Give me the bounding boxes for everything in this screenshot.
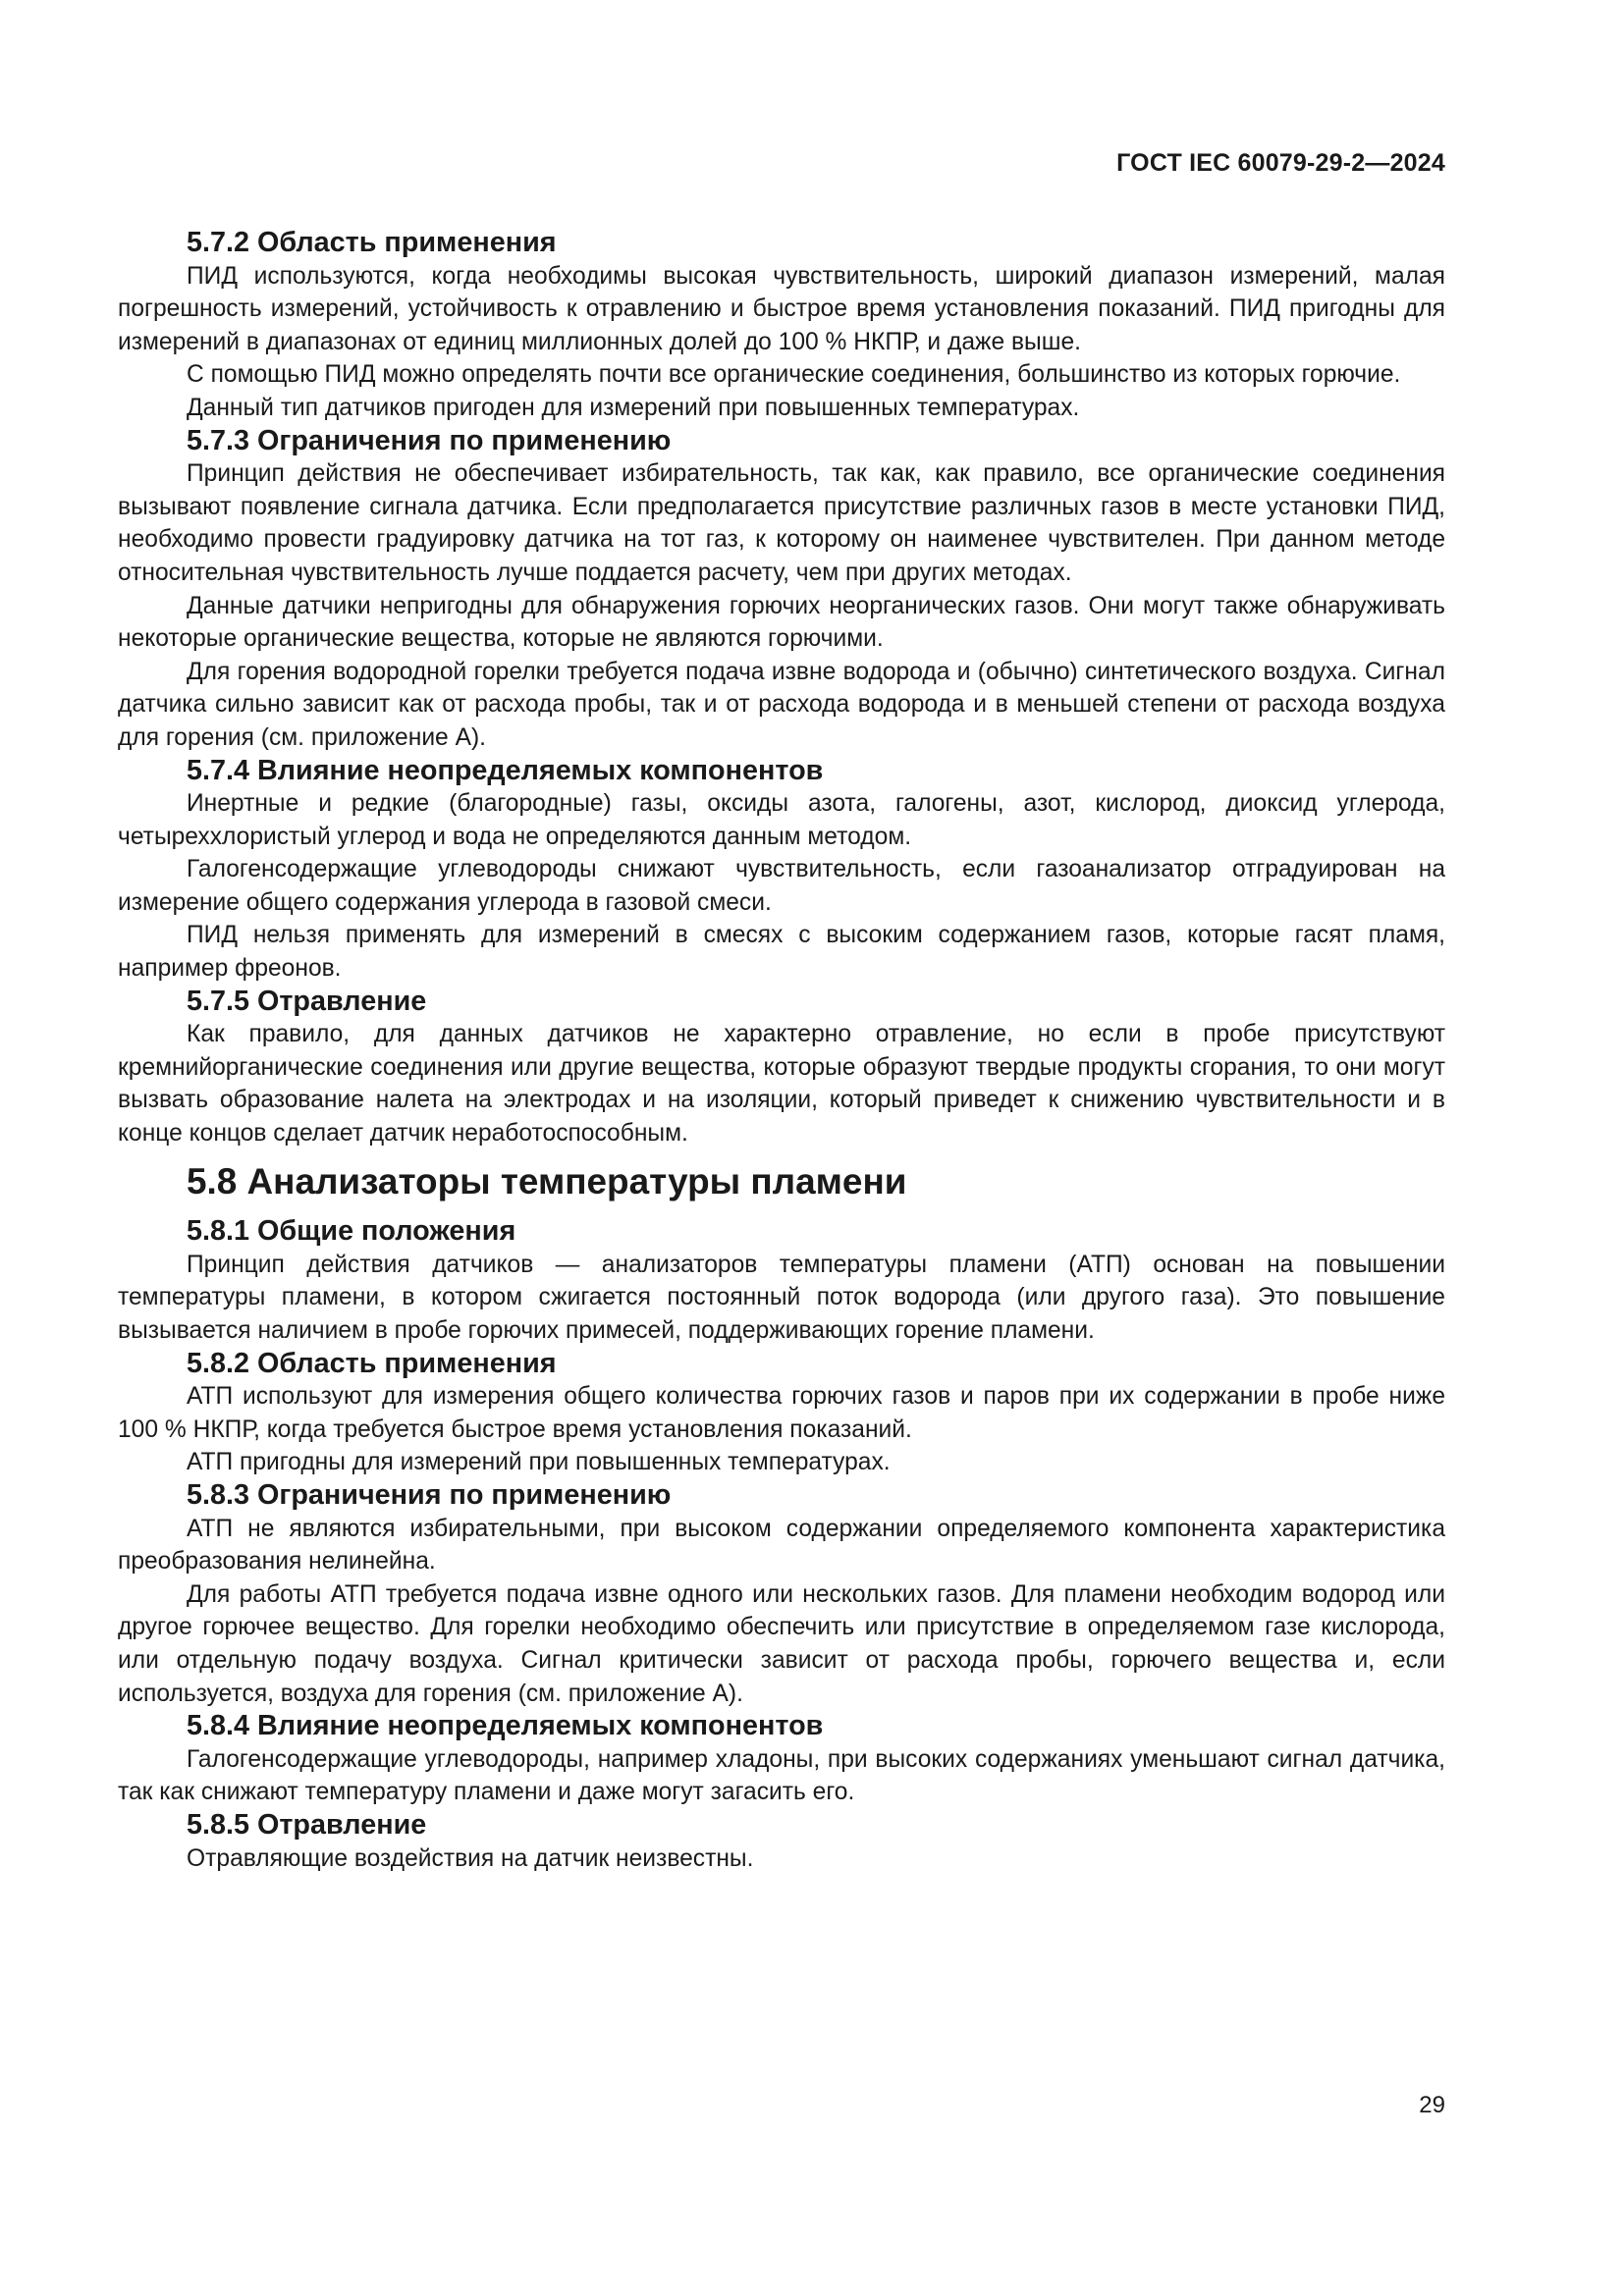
section-heading: 5.8.3 Ограничения по применению xyxy=(187,1478,672,1511)
section-heading: 5.7.4 Влияние неопределяемых компонентов xyxy=(187,754,824,786)
paragraph: Отравляющие воздействия на датчик неизвестны. xyxy=(187,1844,754,1872)
document-code-header: ГОСТ IEC 60079-29-2—2024 xyxy=(1116,149,1445,177)
section-heading: 5.8 Анализаторы температуры пламени xyxy=(187,1160,907,1201)
section-heading: 5.8.4 Влияние неопределяемых компонентов xyxy=(187,1710,824,1742)
paragraph: Принцип действия датчиков — анализаторов температуры пламени (АТП) основан на повышении температуры пламени, в котором сжигается постоянный поток водорода (или другого газа). Это повышение вызывается наличием в пробе горючих примесей, поддерживающих горение пламени. xyxy=(118,1251,1445,1344)
paragraph: АТП используют для измерения общего количества горючих газов и паров при их содержании в пробе ниже 100 % НКПР, когда требуется быстрое время установления показаний. xyxy=(118,1383,1445,1443)
paragraph: АТП пригодны для измерений при повышенных температурах. xyxy=(187,1449,891,1476)
paragraph: Для работы АТП требуется подача извне одного или нескольких газов. Для пламени необходим водород или другое горючее вещество. Для горелки необходимо обеспечить или присутствие в определяемом газе кислорода, или отдельную подачу воздуха. Сигнал критически зависит от расхода пробы, горючего вещества и, если используется, воздуха для горения (см. приложение А). xyxy=(118,1580,1445,1707)
paragraph: Принцип действия не обеспечивает избирательность, так как, как правило, все органические соединения вызывают появление сигнала датчика. Если предполагается присутствие различных газов в месте установки ПИД, необходимо провести градуировку датчика на тот газ, к которому он наименее чувствителен. При данном методе относительная чувствительность лучше поддается расчету, чем при других методах. xyxy=(118,460,1445,586)
page-number: 29 xyxy=(1419,2092,1445,2118)
section-heading: 5.8.5 Отравление xyxy=(187,1808,427,1841)
section-5-8 xyxy=(118,1160,1445,1201)
paragraph: Галогенсодержащие углеводороды, например хладоны, при высоких содержаниях уменьшают сигнал датчика, так как снижают температуру пламени и даже могут загасить его. xyxy=(118,1745,1445,1806)
section-heading: 5.7.3 Ограничения по применению xyxy=(187,424,672,456)
section-heading: 5.8.1 Общие положения xyxy=(187,1215,516,1248)
paragraph: Для горения водородной горелки требуется подача извне водорода и (обычно) синтетического воздуха. Сигнал датчика сильно зависит как от расхода пробы, так и от расхода водорода и в меньшей степени от расхода воздуха для горения (см. приложение А). xyxy=(118,658,1445,751)
section-5-7-2 xyxy=(118,227,1445,425)
paragraph: Инертные и редкие (благородные) газы, оксиды азота, галогены, азот, кислород, диоксид углерода, четыреххлористый углерод и вода не определяются данным методом. xyxy=(118,790,1445,850)
section-heading: 5.7.5 Отравление xyxy=(187,985,427,1017)
section-heading: 5.7.2 Область применения xyxy=(187,227,557,258)
section-5-8-2 xyxy=(118,1348,1445,1479)
section-5-7-5 xyxy=(118,986,1445,1150)
page-content xyxy=(118,227,1445,1875)
section-heading: 5.8.2 Область применения xyxy=(187,1347,557,1379)
paragraph: Данные датчики непригодны для обнаружения горючих неорганических газов. Они могут также обнаруживать некоторые органические вещества, которые не являются горючими. xyxy=(118,592,1445,653)
section-5-8-4 xyxy=(118,1710,1445,1809)
paragraph: С помощью ПИД можно определять почти все органические соединения, большинство из которых горючие. xyxy=(187,361,1401,389)
section-5-8-5 xyxy=(118,1809,1445,1875)
section-5-7-4 xyxy=(118,755,1445,986)
paragraph: ПИД нельзя применять для измерений в смесях с высоким содержанием газов, которые гасят пламя, например фреонов. xyxy=(118,922,1445,983)
paragraph: Данный тип датчиков пригоден для измерений при повышенных температурах. xyxy=(187,394,1080,421)
section-5-8-1 xyxy=(118,1215,1445,1347)
paragraph: АТП не являются избирательными, при высоком содержании определяемого компонента характеристика преобразования нелинейна. xyxy=(118,1515,1445,1575)
paragraph: ПИД используются, когда необходимы высокая чувствительность, широкий диапазон измерений, малая погрешность измерений, устойчивость к отравлению и быстрое время установления показаний. ПИД пригодны для измерений в диапазонах от единиц миллионных долей до 100 % НКПР, и даже выше. xyxy=(118,262,1445,355)
section-5-8-3 xyxy=(118,1479,1445,1710)
paragraph: Галогенсодержащие углеводороды снижают чувствительность, если газоанализатор отградуирован на измерение общего содержания углерода в газовой смеси. xyxy=(118,856,1445,916)
paragraph: Как правило, для данных датчиков не характерно отравление, но если в пробе присутствуют кремнийорганические соединения или другие вещества, которые образуют твердые продукты сгорания, то они могут вызвать образование налета на электродах и на изоляции, который приведет к снижению чувствительности и в конце концов сделает датчик неработоспособным. xyxy=(118,1021,1445,1148)
section-5-7-3 xyxy=(118,425,1445,755)
